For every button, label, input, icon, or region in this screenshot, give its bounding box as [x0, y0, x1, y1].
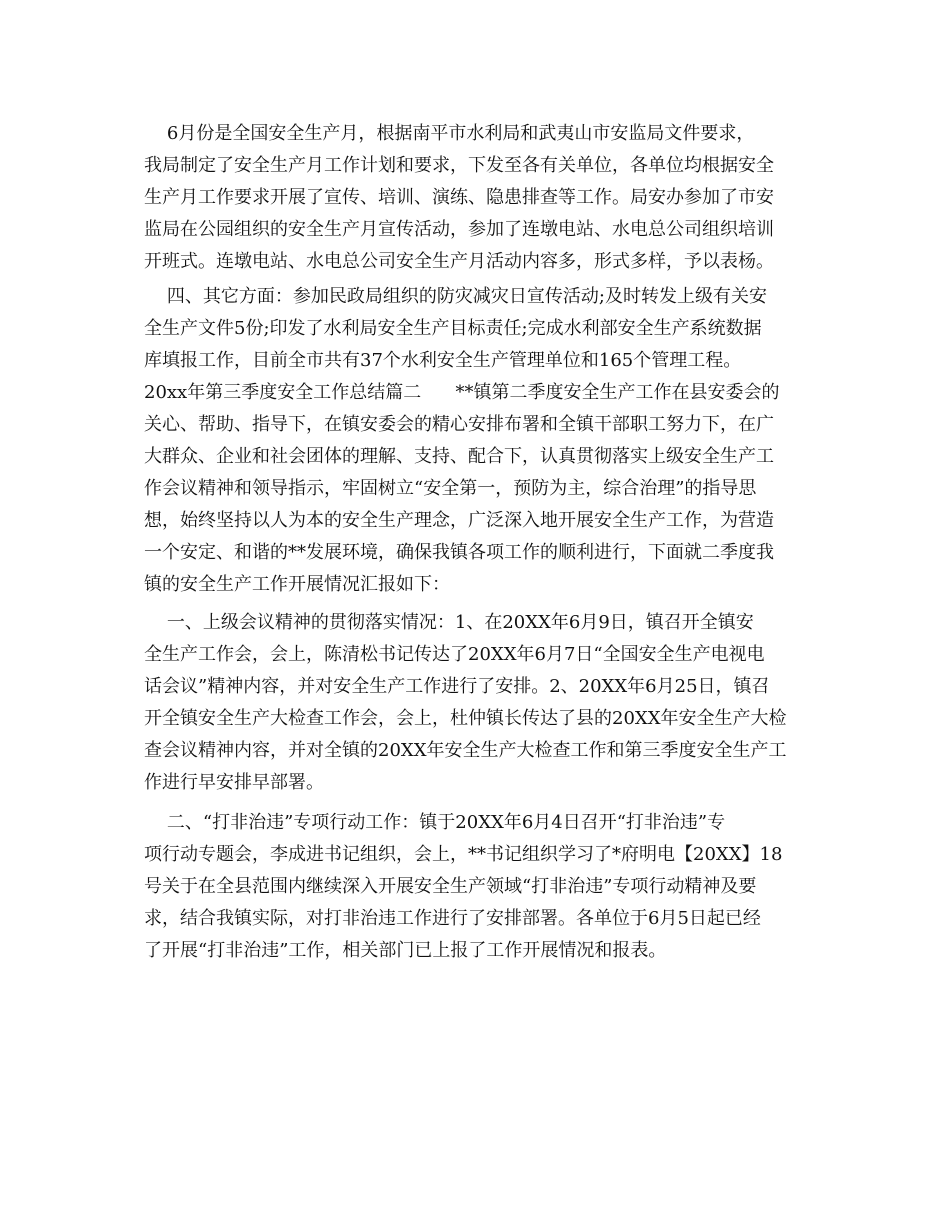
- text-line: 全生产文件5份;印发了水利局安全生产目标责任;完成水利部安全生产系统数据: [144, 318, 762, 339]
- text-line: 关心、帮助、指导下，在镇安委会的精心安排布署和全镇干部职工努力下，在广: [144, 414, 774, 435]
- text-line: 6月份是全国安全生产月，根据南平市水利局和武夷山市安监局文件要求，: [144, 123, 755, 144]
- text-line: 查会议精神内容，并对全镇的20XX年安全生产大检查工作和第三季度安全生产工: [144, 740, 787, 761]
- text-line: 想，始终坚持以人为本的安全生产理念，广泛深入地开展安全生产工作，为营造: [144, 510, 774, 531]
- text-line: 四、其它方面：参加民政局组织的防灾减灾日宣传活动;及时转发上级有关安: [144, 286, 767, 307]
- paragraph-safety-month: [144, 118, 824, 278]
- document-body: [144, 118, 824, 967]
- text-line: 生产月工作要求开展了宣传、培训、演练、隐患排查等工作。局安办参加了市安: [144, 187, 774, 208]
- text-line: 库填报工作，目前全市共有37个水利安全生产管理单位和165个管理工程。: [144, 350, 742, 371]
- text-line: 作进行早安排早部署。: [144, 772, 324, 793]
- text-line: 我局制定了安全生产月工作计划和要求，下发至各有关单位，各单位均根据安全: [144, 155, 774, 176]
- text-line: 一、上级会议精神的贯彻落实情况：1、在20XX年6月9日，镇召开全镇安: [144, 612, 754, 633]
- text-line: 作会议精神和领导指示，牢固树立“安全第一，预防为主，综合治理”的指导思: [144, 478, 757, 499]
- text-line: 求，结合我镇实际，对打非治违工作进行了安排部署。各单位于6月5日起已经: [144, 908, 761, 929]
- paragraph-meeting-implementation: [144, 607, 824, 799]
- text-line: 20xx年第三季度安全工作总结篇二 **镇第二季度安全生产工作在县安委会的: [144, 382, 780, 403]
- paragraph-crackdown-action: [144, 807, 824, 967]
- spacer: [144, 799, 824, 807]
- paragraph-other-aspects: [144, 281, 824, 601]
- text-line: 开全镇安全生产大检查工作会，会上，杜仲镇长传达了县的20XX年安全生产大检: [144, 708, 787, 729]
- text-line: 项行动专题会，李成进书记组织，会上，**书记组织学习了*府明电【20XX】18: [144, 844, 783, 865]
- text-line: 监局在公园组织的安全生产月宣传活动，参加了连墩电站、水电总公司组织培训: [144, 219, 774, 240]
- text-line: 开班式。连墩电站、水电总公司安全生产月活动内容多，形式多样，予以表杨。: [144, 251, 774, 272]
- text-line: 号关于在全县范围内继续深入开展安全生产领域“打非治违”专项行动精神及要: [144, 876, 757, 897]
- text-line: 大群众、企业和社会团体的理解、支持、配合下，认真贯彻落实上级安全生产工: [144, 446, 774, 467]
- text-line: 镇的安全生产工作开展情况汇报如下：: [144, 574, 450, 595]
- text-line: 了开展“打非治违”工作，相关部门已上报了工作开展情况和报表。: [144, 940, 667, 961]
- text-line: 全生产工作会，会上，陈清松书记传达了20XX年6月7日“全国安全生产电视电: [144, 644, 765, 665]
- text-line: 一个安定、和谐的**发展环境，确保我镇各项工作的顺利进行，下面就二季度我: [144, 542, 774, 563]
- text-line: 二、“打非治违”专项行动工作：镇于20XX年6月4日召开“打非治违”专: [144, 812, 726, 833]
- text-line: 话会议”精神内容，并对安全生产工作进行了安排。2、20XX年6月25日，镇召: [144, 676, 770, 697]
